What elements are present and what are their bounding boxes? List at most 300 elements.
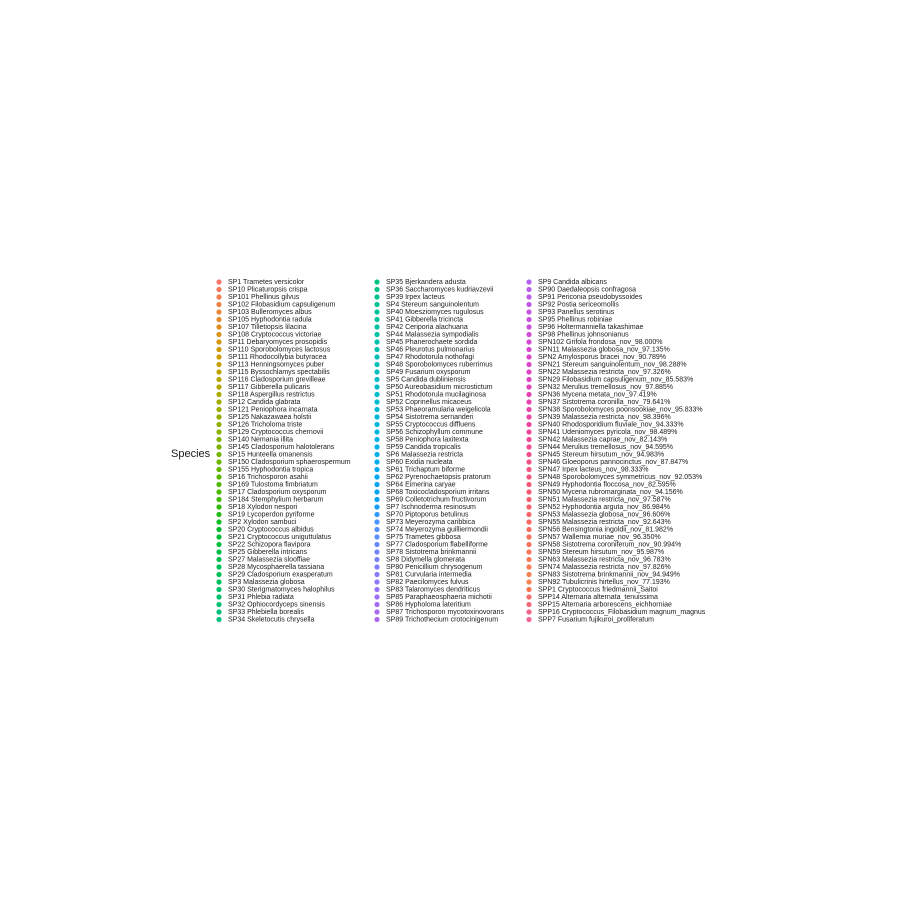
legend-entry (374, 541, 488, 548)
legend-key-dot (526, 339, 531, 344)
legend-entry (526, 301, 619, 308)
legend-key-dot (526, 287, 531, 292)
legend-key-dot (216, 504, 221, 509)
legend-label: SP117 Gibberella pulicaris (228, 383, 310, 391)
legend-entry (526, 451, 664, 458)
legend-entry (526, 601, 672, 608)
legend-key-dot (374, 482, 379, 487)
legend-entry (526, 616, 654, 623)
legend-key-dot (216, 309, 221, 314)
legend-label: SP17 Cladosporium oxysporum (228, 488, 327, 496)
legend-entry (526, 384, 673, 391)
legend-key-dot (216, 542, 221, 547)
legend-key-dot (374, 369, 379, 374)
legend-key-dot (526, 414, 531, 419)
legend-entry (526, 481, 675, 488)
legend-key-dot (216, 572, 221, 577)
legend-key-dot (374, 302, 379, 307)
legend-entry (374, 421, 475, 428)
legend-entry (216, 519, 297, 526)
legend-label: SP70 Piptoporus betulinus (386, 511, 469, 519)
legend-label: SP4 Stereum sanguinolentum (386, 301, 479, 309)
legend-entry (526, 286, 636, 293)
legend-entry (374, 534, 460, 541)
legend-key-dot (526, 459, 531, 464)
legend-key-dot (526, 474, 531, 479)
legend-key-dot (374, 527, 379, 532)
legend-entry (216, 354, 326, 361)
legend-label: SP121 Peniophora incarnata (228, 406, 318, 414)
legend-label: SP25 Gibberella intricans (228, 548, 307, 556)
legend-key-dot (374, 557, 379, 562)
legend-entry (374, 586, 480, 593)
legend-entry (526, 534, 660, 541)
legend-entry (374, 451, 463, 458)
legend-entry (526, 354, 666, 361)
legend-label: SP87 Trichosporon mycotoxinovorans (386, 608, 504, 616)
legend-key-dot (526, 422, 531, 427)
legend-label: SP102 Filobasidium capsuligenum (228, 301, 336, 309)
legend-label: SP86 Hypholoma lateritium (386, 601, 471, 609)
legend-key-dot (374, 617, 379, 622)
legend-entry (374, 384, 492, 391)
legend-label: SP29 Cladosporium exasperatum (228, 571, 333, 579)
legend-key-dot (526, 497, 531, 502)
legend-entry (216, 549, 307, 556)
legend-label: SPN63 Malassezia restricta_nov_96.783% (538, 556, 671, 564)
legend-label: SPN41 Udeniomyces pyricola_nov_98.489% (538, 428, 678, 436)
legend-entry (526, 496, 670, 503)
legend-label: SPN22 Malassezia restricta_nov_97.326% (538, 368, 671, 376)
legend-label: SP91 Periconia pseudobyssoides (538, 293, 643, 301)
legend-key-dot (526, 407, 531, 412)
legend-key-dot (216, 294, 221, 299)
legend-entry (526, 436, 667, 443)
legend-label: SP7 Ischnoderma resinosum (386, 503, 476, 511)
legend-entry (374, 429, 483, 436)
legend-label: SP54 Sistotrema sernanderi (386, 413, 474, 421)
legend-label: SP111 Rhodocollybia butyracea (228, 353, 327, 361)
legend-label: SPN48 Sporobolomyces symmetricus_nov_92.053% (538, 473, 703, 481)
legend-label: SPN38 Sporobolomyces poonsookiae_nov_95.833% (538, 406, 703, 414)
legend-entry (374, 601, 471, 608)
legend-entry (216, 414, 311, 421)
legend-key-dot (374, 407, 379, 412)
legend-entry (374, 444, 461, 451)
legend-label: SPN32 Merulius tremellosus_nov_97.885% (538, 383, 674, 391)
legend-entry (374, 564, 482, 571)
legend-label: SP58 Peniophora laxitexta (386, 436, 469, 444)
legend-label: SP98 Phellinus johnsonianus (538, 331, 629, 339)
legend-label: SP45 Phanerochaete sordida (386, 338, 478, 346)
legend-label: SPP16 Cryptococcus_Filobasidium magnum_magnus (538, 608, 706, 616)
legend-label: SP56 Schizophyllum commune (386, 428, 483, 436)
legend-entry (216, 399, 300, 406)
legend-label: SP30 Sterigmatomyces halophilus (228, 586, 335, 594)
legend-label: SP82 Paecilomyces fulvus (386, 578, 469, 586)
legend-label: SP6 Malassezia restricta (386, 451, 464, 459)
legend-key-dot (526, 377, 531, 382)
legend-key-dot (526, 489, 531, 494)
legend-label: SP22 Schizopora flavipora (228, 541, 311, 549)
legend-label: SP33 Phlebiella borealis (228, 608, 304, 616)
legend-label: SP9 Candida albicans (538, 278, 607, 286)
legend-label: SP108 Cryptococcus victoriae (228, 331, 322, 339)
legend-entry (216, 309, 312, 316)
legend-label: SPN37 Sistotrema coronilla_nov_79.641% (538, 398, 671, 406)
legend-label: SP101 Phellinus gilvus (228, 293, 300, 301)
legend-key-dot (526, 392, 531, 397)
legend-entry (374, 609, 504, 616)
legend-label: SP103 Bulleromyces albus (228, 308, 312, 316)
legend-key-dot (216, 467, 221, 472)
legend-entry (216, 601, 325, 608)
legend-entry (374, 496, 486, 503)
legend-key-dot (216, 587, 221, 592)
legend-key-dot (526, 332, 531, 337)
legend-label: SP3 Malassezia globosa (228, 578, 305, 586)
legend-key-dot (526, 617, 531, 622)
legend-label: SP32 Ophiocordyceps sinensis (228, 601, 325, 609)
legend-label: SP39 Irpex lacteus (386, 293, 445, 301)
legend-key-dot (216, 489, 221, 494)
legend-entry (216, 594, 293, 601)
legend-key-dot (216, 332, 221, 337)
legend-entry (216, 579, 304, 586)
legend-key-dot (374, 572, 379, 577)
legend-key-dot (374, 437, 379, 442)
legend-entry (374, 309, 484, 316)
legend-key-dot (526, 504, 531, 509)
legend-label: SP78 Sistotrema brinkmannii (386, 548, 477, 556)
legend-label: SP51 Rhodotorula mucilaginosa (386, 391, 487, 399)
legend-label: SP11 Debaryomyces prosopidis (228, 338, 328, 346)
legend-key-dot (216, 602, 221, 607)
legend-entry (216, 391, 315, 398)
legend-key-dot (216, 407, 221, 412)
legend-key-dot (216, 429, 221, 434)
legend-entry (216, 564, 324, 571)
legend-entry (216, 339, 327, 346)
legend-label: SPN36 Mycena metata_nov_97.419% (538, 391, 657, 399)
legend-entry (216, 534, 331, 541)
legend-label: SP169 Tulostoma fimbriatum (228, 481, 318, 489)
legend-key-dot (374, 512, 379, 517)
legend-entry (526, 369, 670, 376)
legend-entry (526, 376, 693, 383)
legend-entry (526, 466, 648, 473)
legend-entry (216, 459, 350, 466)
legend-label: SP55 Cryptococcus diffluens (386, 421, 476, 429)
legend-key-dot (216, 564, 221, 569)
legend-label: SPN56 Bensingtonia ingoldii_nov_81.982% (538, 526, 674, 534)
legend-key-dot (216, 279, 221, 284)
legend-label: SPN50 Mycena rubromarginata_nov_94.156% (538, 488, 683, 496)
legend-label: SP126 Tricholoma triste (228, 421, 303, 429)
legend-label: SP49 Fusarium oxysporum (386, 368, 471, 376)
legend-key-dot (374, 474, 379, 479)
legend-label: SP53 Phaeoramularia weigelicola (386, 406, 491, 414)
legend-title: Species (171, 447, 211, 460)
legend-label: SP77 Cladosporium flabelliforme (386, 541, 488, 549)
legend-entry (374, 369, 470, 376)
legend-key-dot (526, 512, 531, 517)
legend-key-dot (526, 302, 531, 307)
legend-label: SP90 Daedaleopsis confragosa (538, 286, 637, 294)
legend-entry (216, 571, 332, 578)
legend-key-dot (526, 437, 531, 442)
legend-key-dot (526, 452, 531, 457)
legend-key-dot (216, 437, 221, 442)
legend-entry (526, 324, 643, 331)
legend-label: SP41 Gibberella tricincta (386, 316, 464, 324)
legend-key-dot (526, 542, 531, 547)
legend-key-dot (526, 549, 531, 554)
legend-label: SP107 Tilletiopsis lilacina (228, 323, 307, 331)
legend-label: SP34 Skeletocutis chrysella (228, 616, 315, 624)
legend-entries (216, 279, 705, 624)
legend-label: SP145 Cladosporium halotolerans (228, 443, 335, 451)
legend-label: SP18 Xylodon nespori (228, 503, 298, 511)
legend-key-dot (526, 594, 531, 599)
legend-label: SP115 Byssochlamys spectabilis (228, 368, 330, 376)
legend-key-dot (216, 399, 221, 404)
legend-entry (526, 579, 670, 586)
legend-label: SP59 Candida tropicalis (386, 443, 461, 451)
legend-entry (526, 519, 670, 526)
legend-label: SP69 Colletotrichum fructivorum (386, 496, 487, 504)
legend-label: SP8 Didymella glomerata (386, 556, 465, 564)
legend-entry (526, 391, 656, 398)
legend-key-dot (526, 429, 531, 434)
legend-key-dot (374, 384, 379, 389)
legend-entry (526, 406, 702, 413)
legend-key-dot (216, 347, 221, 352)
legend-entry (374, 286, 493, 293)
legend-entry (526, 541, 681, 548)
legend-label: SP105 Hyphodontia radula (228, 316, 312, 324)
legend-key-dot (526, 369, 531, 374)
legend-key-dot (374, 489, 379, 494)
legend-key-dot (526, 519, 531, 524)
legend-entry (374, 579, 469, 586)
legend-key-dot (216, 414, 221, 419)
legend-label: SPN49 Hyphodontia floccosa_nov_82.595% (538, 481, 676, 489)
legend-key-dot (374, 587, 379, 592)
legend-key-dot (374, 467, 379, 472)
legend-label: SP116 Cladosporium grevilleae (228, 376, 326, 384)
legend-key-dot (216, 512, 221, 517)
legend-key-dot (526, 527, 531, 532)
legend-entry (374, 489, 489, 496)
legend-entry (216, 609, 304, 616)
legend-label: SP85 Paraphaeosphaeria michotii (386, 593, 492, 601)
legend-label: SP27 Malassezia slooffiae (228, 556, 310, 564)
legend-entry (526, 549, 664, 556)
legend-key-dot (216, 287, 221, 292)
legend-label: SPN29 Filobasidium capsuligenum_nov_85.583% (538, 376, 694, 384)
legend-label: SPN53 Malassezia globosa_nov_96.606% (538, 511, 671, 519)
legend-entry (526, 429, 677, 436)
legend-label: SPN57 Wallemia muriae_nov_96.350% (538, 533, 661, 541)
legend-entry (526, 511, 670, 518)
legend-label: SPP14 Alternaria alternata_tenuissima (538, 593, 658, 601)
legend-entry (526, 361, 686, 368)
legend-entry (374, 594, 492, 601)
legend-label: SPN40 Rhodosporidium fluviale_nov_94.333% (538, 421, 684, 429)
legend-entry (374, 526, 488, 533)
legend-entry (526, 399, 670, 406)
legend-key-dot (526, 557, 531, 562)
legend-entry (216, 376, 325, 383)
legend-key-dot (374, 339, 379, 344)
legend-label: SP64 Eimerina caryae (386, 481, 456, 489)
legend-label: SP93 Panellus serotinus (538, 308, 615, 316)
legend-label: SPP1 Cryptococcus friedmannii_Saitoi (538, 586, 658, 594)
legend-entry (526, 421, 683, 428)
legend-entry (374, 399, 472, 406)
legend-key-dot (374, 534, 379, 539)
legend-label: SP73 Meyerozyma caribbica (386, 518, 476, 526)
legend-entry (216, 451, 313, 458)
legend-label: SP44 Malassezia sympodialis (386, 331, 479, 339)
legend-label: SP52 Coprinellus micaceus (386, 398, 472, 406)
legend-label: SPN44 Merulius tremellosus_nov_94.595% (538, 443, 674, 451)
legend-entry (216, 279, 305, 286)
legend-entry (374, 436, 468, 443)
legend-entry (216, 616, 314, 623)
legend-entry (526, 609, 705, 616)
legend-key-dot (374, 444, 379, 449)
legend-key-dot (216, 377, 221, 382)
legend-entry (216, 489, 326, 496)
legend-key-dot (216, 317, 221, 322)
legend-entry (374, 324, 467, 331)
legend-entry (216, 421, 302, 428)
legend-key-dot (216, 609, 221, 614)
legend-key-dot (216, 302, 221, 307)
legend-key-dot (374, 504, 379, 509)
legend-key-dot (374, 519, 379, 524)
legend-key-dot (374, 579, 379, 584)
legend-key-dot (526, 362, 531, 367)
legend-entry (374, 294, 445, 301)
legend-key-dot (526, 324, 531, 329)
legend-label: SP184 Stemphylium herbarum (228, 496, 324, 504)
legend-key-dot (374, 542, 379, 547)
legend-key-dot (216, 579, 221, 584)
legend-key-dot (216, 519, 221, 524)
legend-key-dot (526, 534, 531, 539)
legend-key-dot (526, 482, 531, 487)
legend-key-dot (216, 549, 221, 554)
legend-key-dot (526, 602, 531, 607)
legend-key-dot (374, 452, 379, 457)
legend-label: SPN51 Malassezia restricta_nov_97.587% (538, 496, 671, 504)
legend-entry (526, 571, 680, 578)
legend-key-dot (526, 279, 531, 284)
legend-key-dot (374, 324, 379, 329)
legend-key-dot (526, 587, 531, 592)
legend-label: SP5 Candida dubliniensis (386, 376, 466, 384)
legend-entry (374, 354, 474, 361)
legend-entry (216, 556, 310, 563)
legend-entry (216, 481, 318, 488)
legend-entry (374, 511, 469, 518)
legend-key-dot (216, 392, 221, 397)
legend-label: SPN45 Stereum hirsutum_nov_94.983% (538, 451, 665, 459)
legend-key-dot (216, 384, 221, 389)
legend-entry (526, 316, 612, 323)
legend-key-dot (216, 474, 221, 479)
legend-label: SP50 Aureobasidium microstictum (386, 383, 493, 391)
legend-label: SPP7 Fusarium fujikuroi_proliferatum (538, 616, 654, 624)
legend-label: SP155 Hyphodontia tropica (228, 466, 314, 474)
legend-entry (526, 331, 629, 338)
legend-entry (216, 286, 307, 293)
legend-label: SP83 Talaromyces dendriticus (386, 586, 481, 594)
legend-label: SPN47 Irpex lacteus_nov_98.333% (538, 466, 649, 474)
legend-entry (374, 481, 455, 488)
legend-entry (374, 331, 479, 338)
legend-entry (374, 406, 490, 413)
legend-entry (216, 294, 299, 301)
legend-entry (216, 406, 317, 413)
legend-label: SPN102 Grifola frondosa_nov_98.000% (538, 338, 663, 346)
legend-entry (374, 346, 475, 353)
legend-entry (374, 571, 471, 578)
legend-key-dot (374, 609, 379, 614)
legend-entry (526, 594, 658, 601)
legend-entry (216, 466, 313, 473)
legend-label: SPN21 Stereum sanguinolentum_nov_98.288% (538, 361, 687, 369)
legend-label: SP46 Pleurotus pulmonarius (386, 346, 475, 354)
legend-label: SP12 Candida glabrata (228, 398, 301, 406)
legend-label: SP150 Cladosporium sphaerospermum (228, 458, 351, 466)
legend-entry (216, 511, 314, 518)
legend-key-dot (526, 317, 531, 322)
legend-entry (526, 346, 669, 353)
legend-label: SP40 Moesziomyces rugulosus (386, 308, 484, 316)
legend-key-dot (374, 294, 379, 299)
legend-key-dot (216, 444, 221, 449)
legend-key-dot (374, 399, 379, 404)
legend-entry (216, 429, 323, 436)
legend-label: SP89 Trichothecium crotocinigenum (386, 616, 499, 624)
legend-key-dot (526, 294, 531, 299)
legend-entry (526, 586, 658, 593)
legend-entry (216, 301, 335, 308)
legend-label: SPN42 Malassezia caprae_nov_82.143% (538, 436, 668, 444)
legend-entry (374, 279, 465, 286)
legend-entry (216, 444, 334, 451)
legend-key-dot (374, 377, 379, 382)
legend-entry (374, 361, 493, 368)
legend-entry (526, 444, 673, 451)
legend-entry (526, 309, 614, 316)
legend-entry (216, 496, 323, 503)
legend-key-dot (216, 527, 221, 532)
legend-label: SP1 Trametes versicolor (228, 278, 305, 286)
legend-label: SP80 Penicillium chrysogenum (386, 563, 483, 571)
legend-key-dot (374, 362, 379, 367)
legend-entry (216, 369, 330, 376)
legend-label: SP35 Bjerkandera adusta (386, 278, 466, 286)
legend-key-dot (374, 422, 379, 427)
legend-label: SPN59 Stereum hirsutum_nov_95.987% (538, 548, 665, 556)
legend-key-dot (216, 617, 221, 622)
legend-key-dot (216, 482, 221, 487)
